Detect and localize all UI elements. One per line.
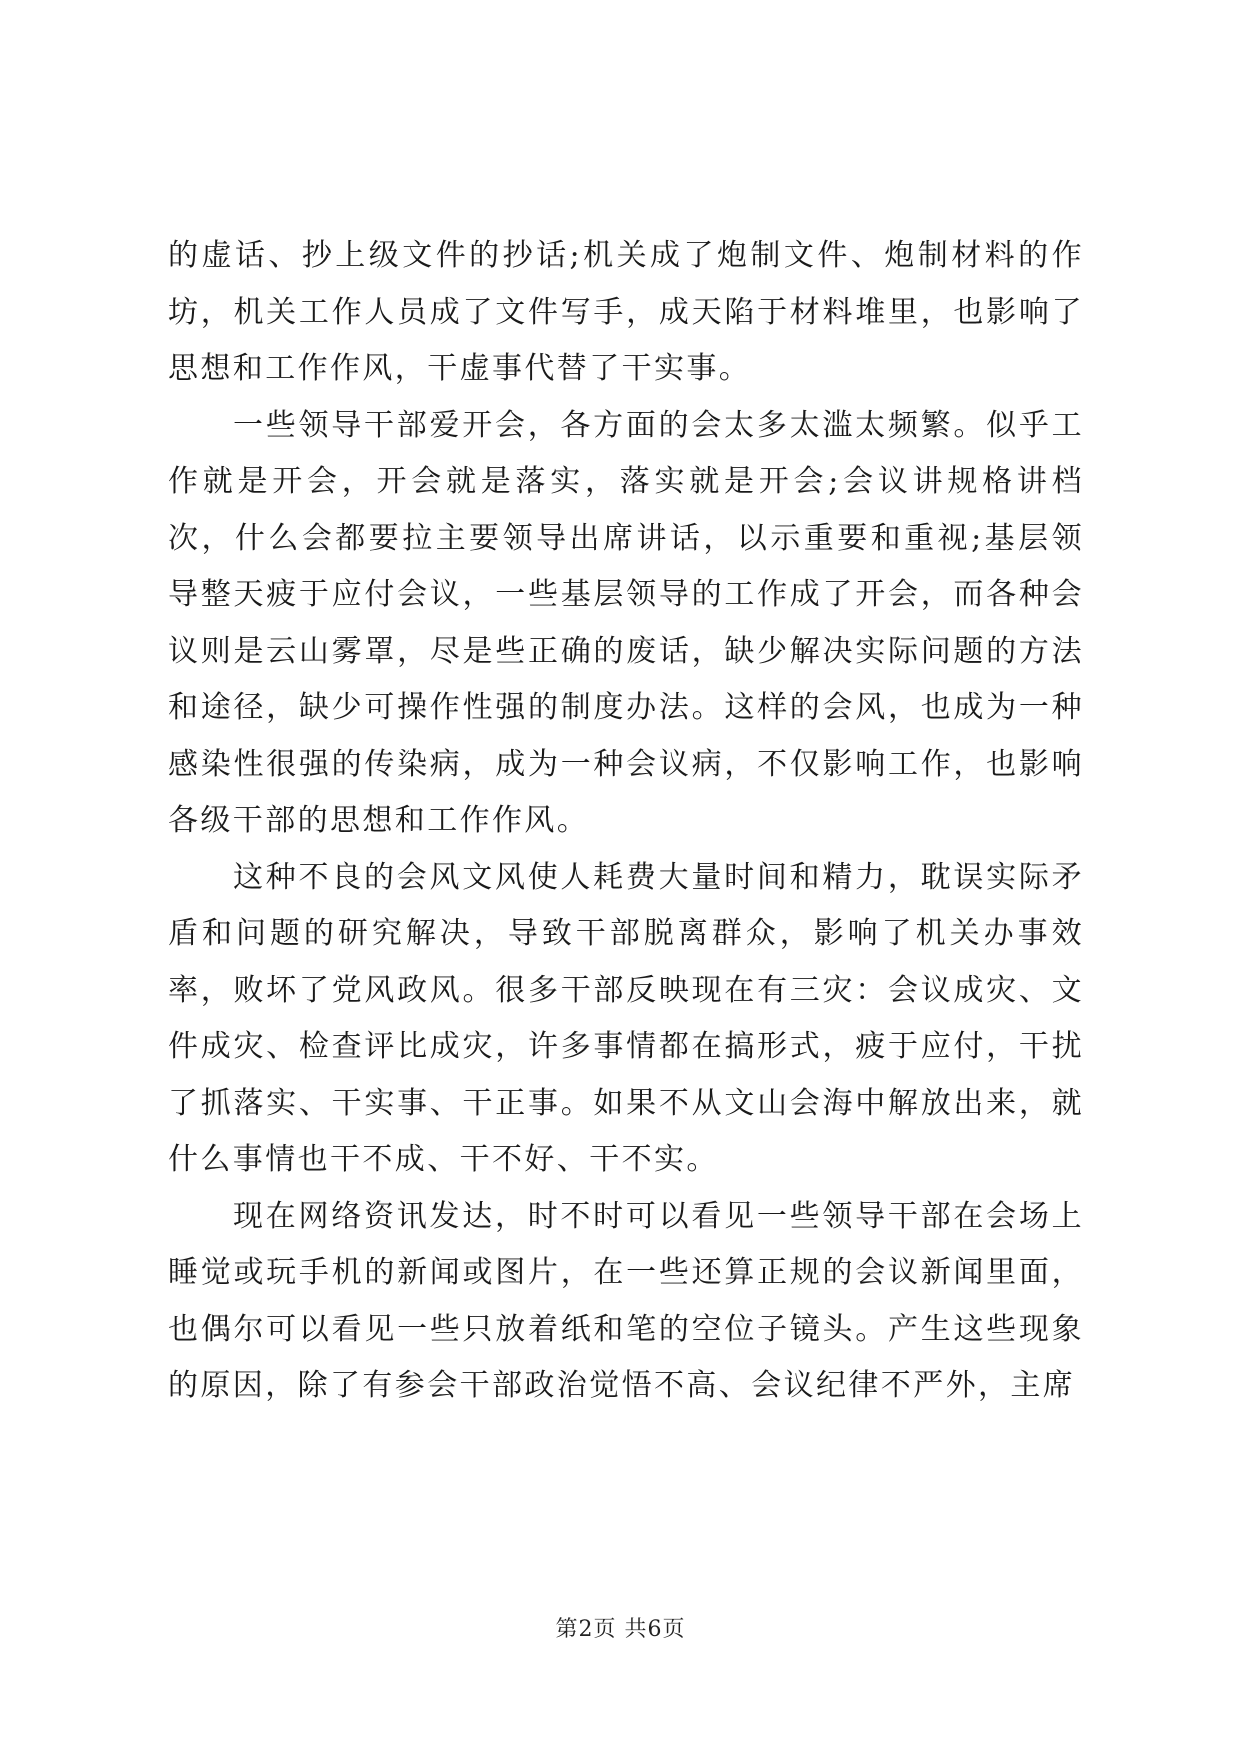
page-footer: 第2页 共6页 [555, 1617, 686, 1642]
document-body [168, 228, 1084, 1415]
paragraph-bad-style: 这种不良的会风文风使人耗费大量时间和精力，耽误实际矛盾和问题的研究解决，导致干部脱离群众，影响了机关办事效率，败坏了党风政风。很多干部反映现在有三灾：会议成灾、文件成灾、检查评比成灾，许多事情都在搞形式，疲于应付，干扰了抓落实、干实事、干正事。如果不从文山会海中解放出来，就什么事情也干不成、干不好、干不实。 [168, 859, 1084, 1177]
paragraph-continued: 的虚话、抄上级文件的抄话;机关成了炮制文件、炮制材料的作坊，机关工作人员成了文件写手，成天陷于材料堆里，也影响了思想和工作作风，干虚事代替了干实事。 [168, 238, 1084, 386]
paragraph-meetings: 一些领导干部爱开会，各方面的会太多太滥太频繁。似乎工作就是开会，开会就是落实，落实就是开会;会议讲规格讲档次，什么会都要拉主要领导出席讲话，以示重要和重视;基层领导整天疲于应付会议，一些基层领导的工作成了开会，而各种会议则是云山雾罩，尽是些正确的废话，缺少解决实际问题的方法和途径，缺少可操作性强的制度办法。这样的会风，也成为一种感染性很强的传染病，成为一种会议病，不仅影响工作，也影响各级干部的思想和工作作风。 [168, 407, 1084, 838]
paragraph-network-news: 现在网络资讯发达，时不时可以看见一些领导干部在会场上睡觉或玩手机的新闻或图片，在一些还算正规的会议新闻里面，也偶尔可以看见一些只放着纸和笔的空位子镜头。产生这些现象的原因，除了有参会干部政治觉悟不高、会议纪律不严外，主席 [168, 1198, 1084, 1403]
